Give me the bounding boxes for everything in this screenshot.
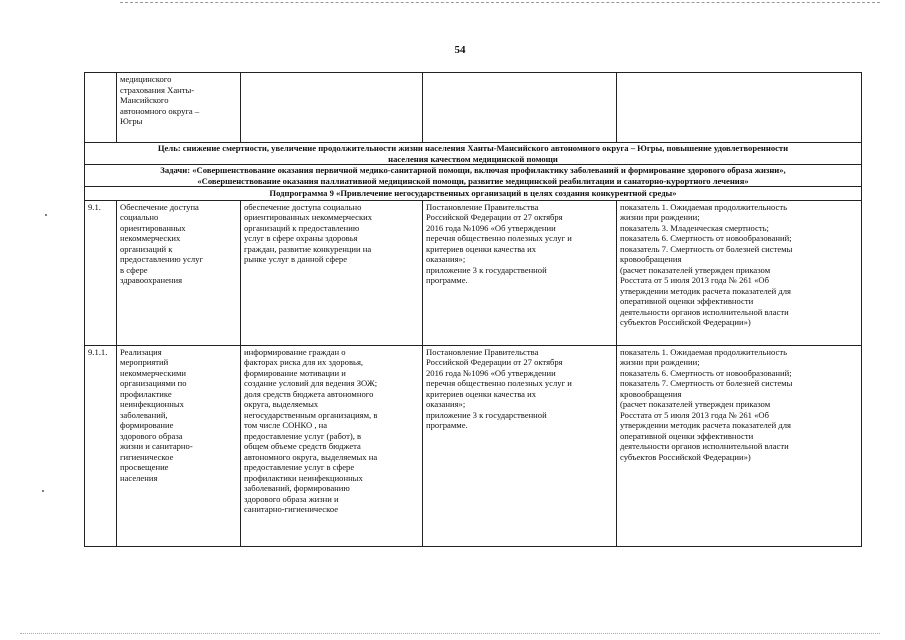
scan-artifact-bottom xyxy=(20,633,880,634)
cell-document: Постановление Правительства Российской Федерации от 27 октября 2016 года №1096 «Об утверждении перечня общественно полезных услуг и критериев оценки качества их оказания»; приложение 3 к государственной программе. xyxy=(423,345,617,546)
program-table xyxy=(84,72,862,547)
table-row-subprogram xyxy=(85,187,862,201)
cell-number xyxy=(85,73,117,143)
scan-speck xyxy=(45,214,47,216)
cell-content: информирование граждан о факторах риска для их здоровья, формирование мотивации и создание условий для ведения ЗОЖ; доля средств бюджета автономного округа, выделяемых негосударственным организациям, в том числе СОНКО , на предоставление услуг (работ), в общем объеме средств бюджета автономного округа, выделяемых на предоставление услуг в сфере профилактики неинфекционных заболеваний, формированию здорового образа жизни и санитарно-гигиеническое xyxy=(241,345,423,546)
table-row-goal xyxy=(85,143,862,165)
cell-indicators: показатель 1. Ожидаемая продолжительность жизни при рождении; показатель 6. Смертность от новообразований; показатель 7. Смертность от болезней системы кровообращения (расчет показателей утвержден приказом Росстата от 5 июля 2013 года № 261 «Об утверждении методик расчета показателей для оперативной оценки эффективности деятельности органов исполнительной власти субъектов Российской Федерации») xyxy=(617,345,862,546)
cell-measure-name: медицинского страхования Ханты- Мансийского автономного округа – Югры xyxy=(117,73,241,143)
table-row xyxy=(85,200,862,345)
table-row-tasks xyxy=(85,165,862,187)
cell-number: 9.1.1. xyxy=(85,345,117,546)
goal-text: Цель: снижение смертности, увеличение продолжительности жизни населения Ханты-Мансийского автономного округа – Югры, повышение удовлетворенности населения качеством медицинской помощи xyxy=(85,143,862,165)
cell-measure-name: Реализация мероприятий некоммерческими организациями по профилактике неинфекционных заболеваний, формирование здорового образа жизни и санитарно- гигиеническое просвещение населения xyxy=(117,345,241,546)
cell-indicators: показатель 1. Ожидаемая продолжительность жизни при рождении; показатель 3. Младенческая смертность; показатель 6. Смертность от новообразований; показатель 7. Смертность от болезней системы кровообращения (расчет показателей утвержден приказом Росстата от 5 июля 2013 года № 261 «Об утверждении методик расчета показателей для оперативной оценки эффективности деятельности органов исполнительной власти субъектов Российской Федерации») xyxy=(617,200,862,345)
cell-indicators xyxy=(617,73,862,143)
cell-number: 9.1. xyxy=(85,200,117,345)
subprogram-title: Подпрограмма 9 «Привлечение негосударственных организаций в целях создания конкурентной среды» xyxy=(85,187,862,201)
cell-measure-name: Обеспечение доступа социально ориентированных некоммерческих организаций к предоставлению услуг в сфере здравоохранения xyxy=(117,200,241,345)
table-row xyxy=(85,345,862,546)
tasks-text: Задачи: «Совершенствование оказания первичной медико-санитарной помощи, включая профилактику заболеваний и формирование здорового образа жизни», «Совершенствование оказания паллиативной медицинской помощи, развитие медицинской реабилитации и санаторно-курортного лечения» xyxy=(85,165,862,187)
page-number: 54 xyxy=(454,44,466,56)
cell-document xyxy=(423,73,617,143)
scan-speck xyxy=(42,490,44,492)
table-row-continuation xyxy=(85,73,862,143)
cell-content: обеспечение доступа социально ориентированных некоммерческих организаций к предоставлению услуг в сфере охраны здоровья граждан, развитие конкуренции на рынке услуг в данной сфере xyxy=(241,200,423,345)
scan-artifact-top xyxy=(120,2,880,3)
cell-document: Постановление Правительства Российской Федерации от 27 октября 2016 года №1096 «Об утверждении перечня общественно полезных услуг и критериев оценки качества их оказания»; приложение 3 к государственной программе. xyxy=(423,200,617,345)
cell-content xyxy=(241,73,423,143)
